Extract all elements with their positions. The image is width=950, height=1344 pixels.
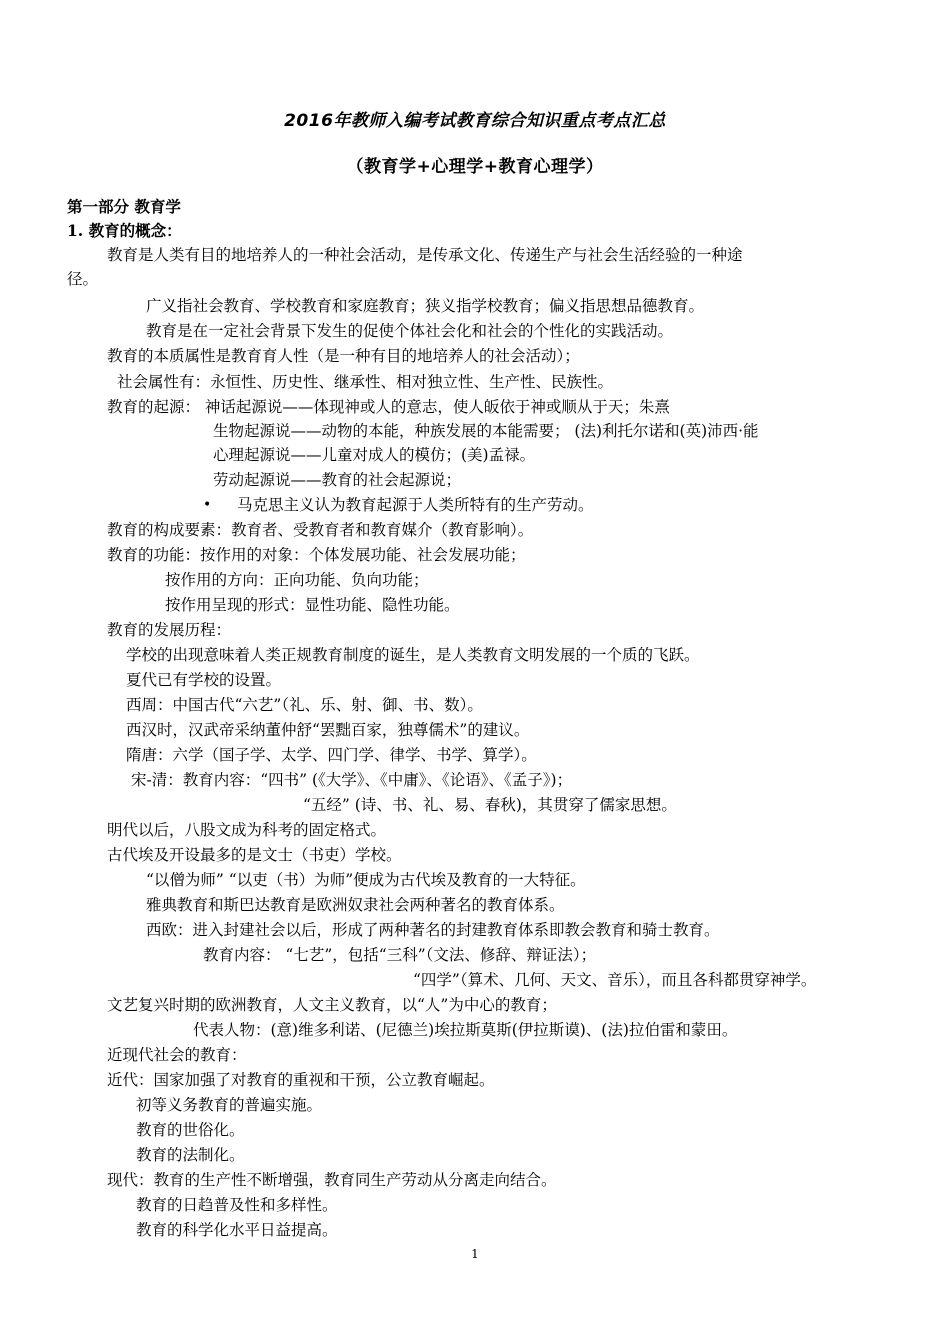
text-line: 初等义务教育的普遍实施。 [136, 1096, 323, 1114]
document-subtitle: （教育学+心理学+教育心理学） [346, 157, 604, 177]
bullet-icon: • [203, 497, 212, 513]
text-line: 径。 [67, 270, 99, 288]
text-line: 学校的出现意味着人类正规教育制度的诞生，是人类教育文明发展的一个质的飞跃。 [126, 646, 700, 664]
text-line: 夏代已有学校的设置。 [126, 671, 282, 689]
text-line: 教育的世俗化。 [136, 1121, 245, 1139]
text-line: 教育的本质属性是教育育人性（是一种有目的地培养人的社会活动）； [107, 347, 580, 365]
text-line: 宋-清：教育内容：“四书” (《大学》、《中庸》、《论语》、《孟子》)； [131, 771, 573, 789]
text-line: 明代以后，八股文成为科考的固定格式。 [107, 821, 387, 839]
text-line: “四学”（算术、几何、天文、音乐），而且各科都贯穿神学。 [413, 971, 817, 989]
text-line: “以僧为师” “以吏（书）为师”便成为古代埃及教育的一大特征。 [146, 871, 586, 889]
text-line: 雅典教育和斯巴达教育是欧洲奴隶社会两种著名的教育体系。 [146, 896, 565, 914]
text-line: 近现代社会的教育： [107, 1046, 247, 1064]
section-heading: 1. 教育的概念： [67, 221, 182, 240]
text-line: 教育的法制化。 [136, 1146, 245, 1164]
text-line: “五经” (诗、书、礼、易、春秋)，其贯穿了儒家思想。 [303, 796, 677, 814]
text-line: 现代：教育的生产性不断增强，教育同生产劳动从分离走向结合。 [107, 1171, 557, 1189]
text-line: 古代埃及开设最多的是文士（书吏）学校。 [107, 846, 402, 864]
text-line: 心理起源说——儿童对成人的模仿；(美)孟禄。 [213, 446, 536, 464]
text-line: 代表人物：(意)维多利诺、(尼德兰)埃拉斯莫斯(伊拉斯谟)、(法)拉伯雷和蒙田。 [193, 1021, 738, 1039]
text-line: 生物起源说——动物的本能，种族发展的本能需要； (法)利托尔诺和(英)沛西·能 [213, 422, 759, 440]
text-line: 教育是人类有目的地培养人的一种社会活动，是传承文化、传递生产与社会生活经验的一种途 [107, 246, 743, 264]
text-line: 教育内容： “七艺”，包括“三科”（文法、修辞、辩证法）； [203, 946, 597, 964]
text-line: 按作用呈现的形式：显性功能、隐性功能。 [165, 596, 460, 614]
text-line: 隋唐：六学（国子学、太学、四门学、律学、书学、算学）。 [126, 746, 537, 764]
text-line: 教育的功能：按作用的对象：个体发展功能、社会发展功能； [107, 546, 526, 564]
text-line: 西汉时，汉武帝采纳董仲舒“罢黜百家，独尊儒术”的建议。 [126, 721, 530, 739]
text-line: 教育的发展历程： [107, 621, 232, 639]
text-line: 马克思主义认为教育起源于人类所特有的生产劳动。 [237, 496, 594, 514]
text-line: 西欧：进入封建社会以后，形成了两种著名的封建教育体系即教会教育和骑士教育。 [146, 921, 720, 939]
document-title: 2016年教师入编考试教育综合知识重点考点汇总 [284, 111, 666, 131]
text-line: 按作用的方向：正向功能、负向功能； [165, 571, 429, 589]
text-line: 近代：国家加强了对教育的重视和干预，公立教育崛起。 [107, 1071, 495, 1089]
text-line: 教育的起源： 神话起源说——体现神或人的意志，使人皈依于神或顺从于天；朱熹 [107, 398, 670, 416]
text-line: 劳动起源说——教育的社会起源说； [213, 471, 462, 489]
text-line: 社会属性有：永恒性、历史性、继承性、相对独立性、生产性、民族性。 [117, 373, 614, 391]
text-line: 西周：中国古代“六艺”（礼、乐、射、御、书、数）。 [126, 696, 483, 714]
text-line: 教育的构成要素：教育者、受教育者和教育媒介（教育影响）。 [107, 521, 534, 539]
part-heading: 第一部分 教育学 [67, 197, 181, 216]
text-line: 教育的科学化水平日益提高。 [136, 1221, 338, 1239]
text-line: 文艺复兴时期的欧洲教育，人文主义教育，以“人”为中心的教育； [107, 996, 557, 1014]
text-line: 广义指社会教育、学校教育和家庭教育；狭义指学校教育；偏义指思想品德教育。 [146, 297, 705, 315]
text-line: 教育是在一定社会背景下发生的促使个体社会化和社会的个性化的实践活动。 [146, 322, 674, 340]
page-number: 1 [471, 1247, 479, 1261]
text-line: 教育的日趋普及性和多样性。 [136, 1196, 338, 1214]
